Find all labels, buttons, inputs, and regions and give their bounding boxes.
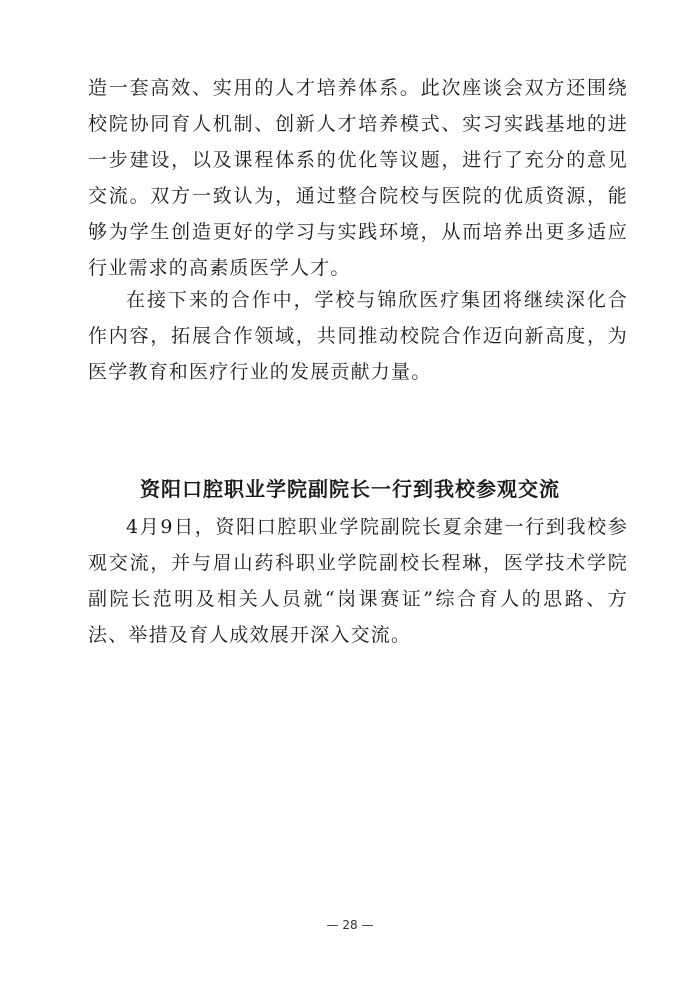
article-title: 资阳口腔职业学院副院长一行到我校参观交流: [140, 477, 560, 501]
article-body: 4月9日，资阳口腔职业学院副院长夏余建一行到我校参观交流，并与眉山药科职业学院副校长程琳，医学技术学院副院长范明及相关人员就“岗课赛证”综合育人的思路、方法、举措及育人成效展开深入交流。: [88, 516, 628, 646]
continued-paragraph-block: [88, 70, 628, 286]
article-body-block: [88, 509, 628, 653]
closing-paragraph-block: [88, 282, 628, 390]
continued-paragraph: 造一套高效、实用的人才培养体系。此次座谈会双方还围绕校院协同育人机制、创新人才培养模式、实习实践基地的进一步建设，以及课程体系的优化等议题，进行了充分的意见交流。双方一致认为，通过整合院校与医院的优质资源，能够为学生创造更好的学习与实践环境，从而培养出更多适应行业需求的高素质医学人才。: [88, 77, 628, 279]
closing-paragraph: 在接下来的合作中，学校与锦欣医疗集团将继续深化合作内容，拓展合作领域，共同推动校院合作迈向新高度，为医学教育和医疗行业的发展贡献力量。: [88, 289, 628, 383]
page-number: — 28 —: [326, 918, 374, 932]
